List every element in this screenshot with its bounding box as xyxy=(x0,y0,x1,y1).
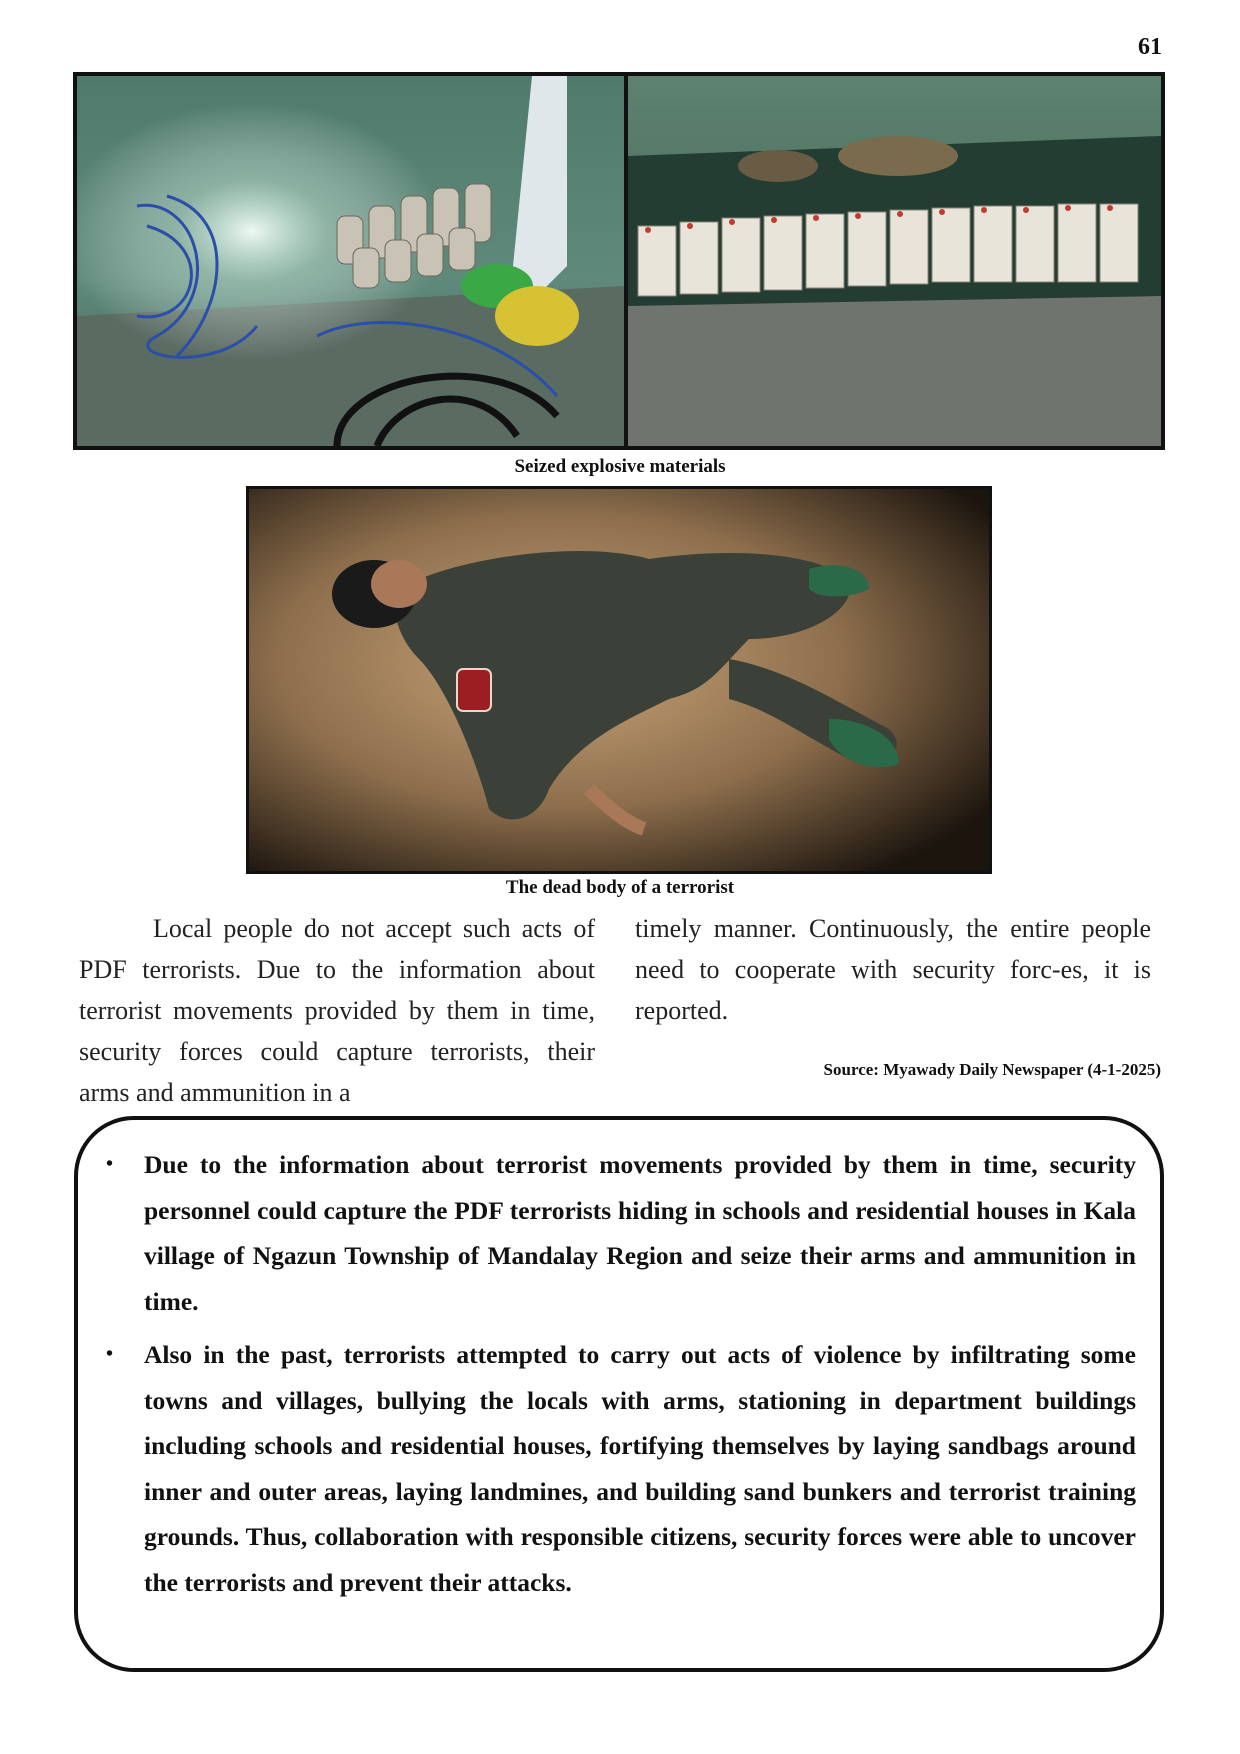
article-columns xyxy=(79,908,1161,1108)
bullet-icon: • xyxy=(106,1153,114,1175)
seized-wires-and-tubes-photo xyxy=(77,76,624,446)
article-paragraph-right: timely manner. Continuously, the entire people need to cooperate with security forc-es, it is reported. xyxy=(635,914,1151,1025)
summary-item xyxy=(106,1142,1136,1324)
dead-body-caption: The dead body of a terrorist xyxy=(505,877,735,898)
bullet-icon: • xyxy=(106,1343,114,1365)
dead-body-photo xyxy=(246,486,992,874)
page-number: 61 xyxy=(1138,34,1162,60)
summary-box xyxy=(74,1116,1164,1672)
seized-materials-caption: Seized explosive materials xyxy=(514,456,726,477)
summary-item-text: Also in the past, terrorists attempted to carry out acts of violence by infiltrating some towns and villages, bullying the locals with arms, stationing in department buildings including schools and residential houses, fortifying themselves by laying sandbags around inner and outer areas, laying landmines, and building sand bunkers and terrorist training grounds. Thus, collaboration with responsible citizens, security forces were able to uncover the terrorists and prevent their attacks. xyxy=(144,1340,1136,1597)
summary-item xyxy=(106,1332,1136,1605)
source-citation: Source: Myawady Daily Newspaper (4-1-2025) xyxy=(823,1060,1161,1079)
summary-item-text: Due to the information about terrorist movements provided by them in time, security personnel could capture the PDF terrorists hiding in schools and residential houses in Kala village of Ngazun Township of Mandalay Region and seize their arms and ammunition in time. xyxy=(144,1150,1136,1316)
article-paragraph-left: Local people do not accept such acts of PDF terrorists. Due to the information about terrorist movements provided by them in time, security forces could capture terrorists, their arms and ammunition in a xyxy=(79,914,595,1107)
seized-batteries-photo xyxy=(628,76,1161,446)
summary-list xyxy=(106,1142,1136,1613)
seized-materials-photo-strip xyxy=(73,72,1165,450)
